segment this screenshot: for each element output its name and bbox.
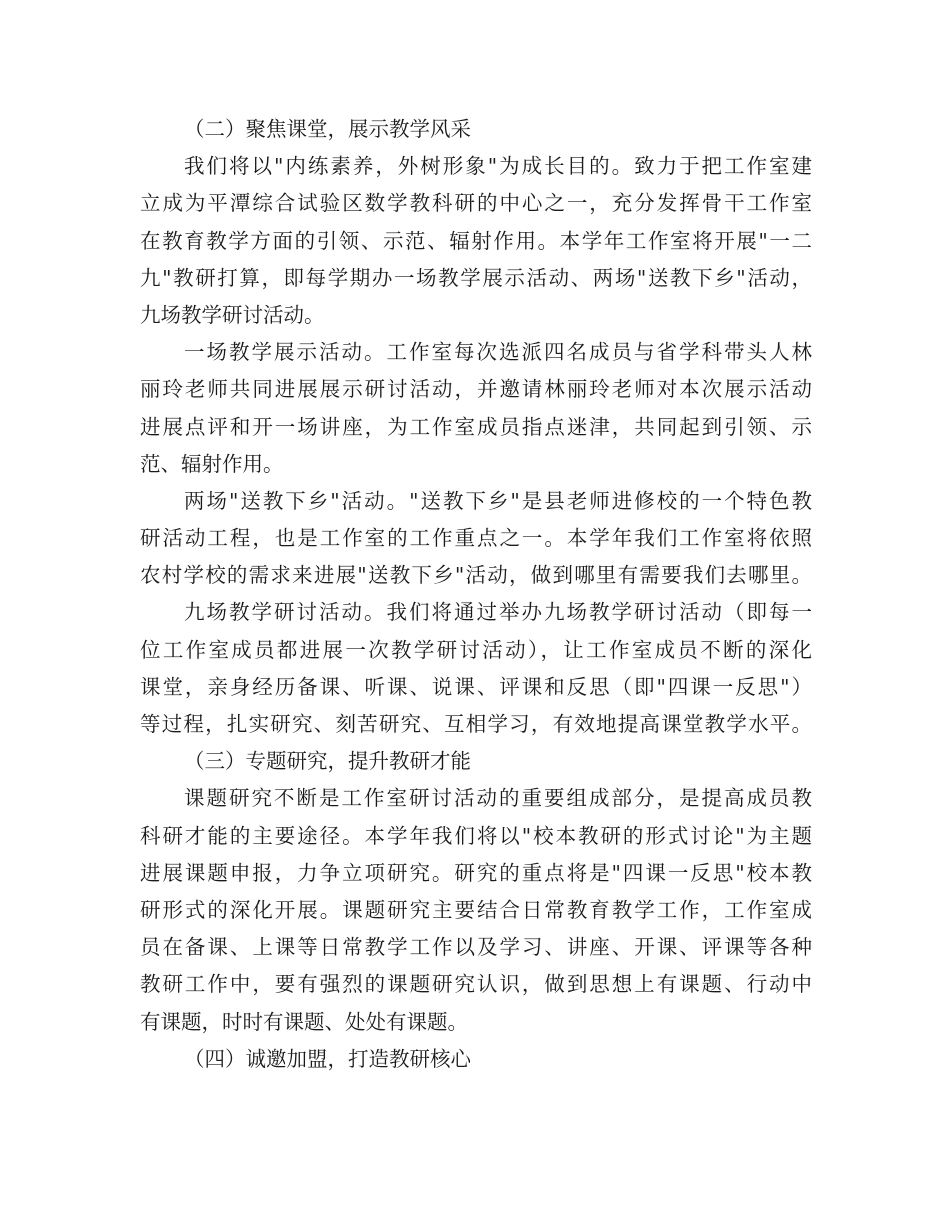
paragraph-line: 农村学校的需求来进展"送教下乡"活动，做到哪里有需要我们去哪里。 bbox=[140, 563, 812, 588]
section-heading-2: （二）聚焦课堂，展示教学风采 bbox=[184, 117, 471, 141]
paragraph-line: 立成为平潭综合试验区数学教科研的中心之一，充分发挥骨干工作室 bbox=[140, 191, 812, 216]
paragraph-line: 我们将以"内练素养，外树形象"为成长目的。致力于把工作室建 bbox=[184, 154, 812, 179]
paragraph-line: 研形式的深化开展。课题研究主要结合日常教育教学工作，工作室成 bbox=[140, 897, 812, 922]
paragraph-line: 九场教学研讨活动。 bbox=[140, 302, 325, 327]
paragraph-line: 课堂，亲身经历备课、听课、说课、评课和反思（即"四课一反思"） bbox=[140, 674, 812, 699]
paragraph-line: 两场"送教下乡"活动。"送教下乡"是县老师进修校的一个特色教 bbox=[184, 488, 812, 513]
paragraph-line: 科研才能的主要途径。本学年我们将以"校本教研的形式讨论"为主题 bbox=[140, 823, 812, 848]
document-page bbox=[140, 111, 812, 1078]
paragraph-line: 范、辐射作用。 bbox=[140, 451, 284, 476]
paragraph-line: 教研工作中，要有强烈的课题研究认识，做到思想上有课题、行动中 bbox=[140, 972, 812, 997]
section-heading-3: （三）专题研究，提升教研才能 bbox=[184, 749, 471, 774]
paragraph-line: 员在备课、上课等日常教学工作以及学习、讲座、开课、评课等各种 bbox=[140, 935, 812, 960]
section-heading-4: （四）诚邀加盟，打造教研核心 bbox=[184, 1046, 471, 1071]
paragraph-line: 丽玲老师共同进展展示研讨活动，并邀请林丽玲老师对本次展示活动 bbox=[140, 377, 812, 402]
paragraph-line: 在教育教学方面的引领、示范、辐射作用。本学年工作室将开展"一二 bbox=[140, 228, 812, 253]
paragraph-line: 位工作室成员都进展一次教学研讨活动），让工作室成员不断的深化 bbox=[140, 637, 812, 662]
paragraph-line: 课题研究不断是工作室研讨活动的重要组成部分，是提高成员教 bbox=[184, 786, 812, 811]
paragraph-line: 有课题，时时有课题、处处有课题。 bbox=[140, 1009, 468, 1034]
paragraph-line: 研活动工程，也是工作室的工作重点之一。本学年我们工作室将依照 bbox=[140, 526, 812, 551]
paragraph-line: 进展课题申报，力争立项研究。研究的重点将是"四课一反思"校本教 bbox=[140, 860, 812, 885]
paragraph-line: 九场教学研讨活动。我们将通过举办九场教学研讨活动（即每一 bbox=[184, 600, 812, 625]
paragraph-line: 进展点评和开一场讲座，为工作室成员指点迷津，共同起到引领、示 bbox=[140, 414, 812, 439]
paragraph-line: 一场教学展示活动。工作室每次选派四名成员与省学科带头人林 bbox=[184, 340, 812, 365]
paragraph-line: 等过程，扎实研究、刻苦研究、互相学习，有效地提高课堂教学水平。 bbox=[140, 712, 812, 736]
paragraph-line: 九"教研打算，即每学期办一场教学展示活动、两场"送教下乡"活动， bbox=[140, 265, 812, 290]
